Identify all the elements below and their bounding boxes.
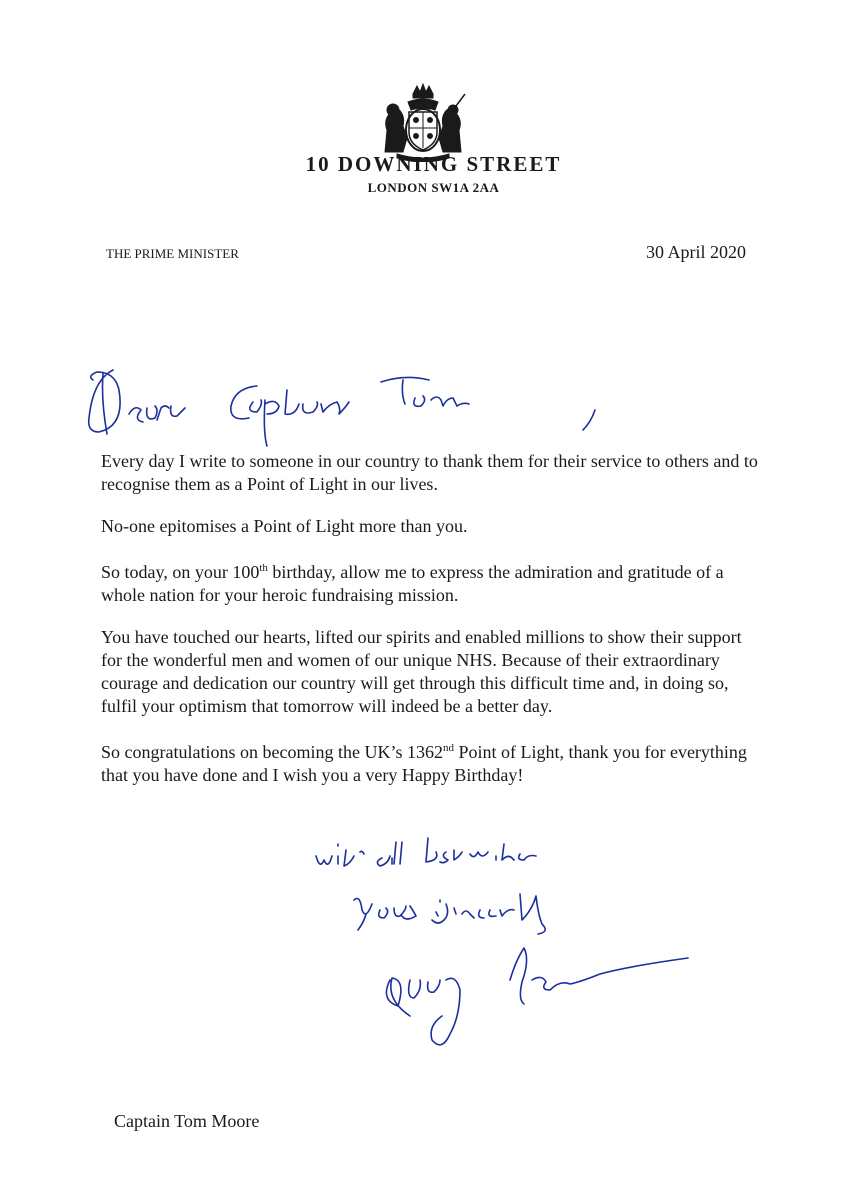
body-paragraph: Every day I write to someone in our country to thank them for their service to others and to recognise them as a Point of Light in our lives.	[101, 451, 758, 494]
royal-coat-of-arms-icon	[373, 82, 473, 162]
point-of-light-paragraph: So congratulations on becoming the UK’s 1362nd Point of Light, thank you for everything that you have done and I wish you a very Happy Birthday!	[101, 742, 747, 785]
birthday-paragraph: So today, on your 100th birthday, allow me to express the admiration and gratitude of a whole nation for your heroic fundraising mission.	[101, 562, 724, 605]
recipient-name: Captain Tom Moore	[114, 1111, 260, 1131]
body-paragraph: No-one epitomises a Point of Light more than you.	[101, 516, 468, 536]
handwritten-salutation	[85, 360, 605, 450]
body-paragraph: You have touched our hearts, lifted our spirits and enabled millions to show their support for the wonderful men and women of our unique NHS. Because of their extraordinary courage and dedication our country will get through this difficult time and, in doing so, fulfil your optimism that tomorrow will indeed be a better day.	[101, 627, 742, 716]
letter-date: 30 April 2020	[645, 242, 746, 262]
address-street: 10 DOWNING STREET	[305, 152, 562, 176]
sender-title: THE PRIME MINISTER	[106, 246, 239, 261]
letter-body	[101, 450, 761, 806]
address-city-postcode: LONDON SW1A 2AA	[367, 180, 500, 195]
handwritten-closing-and-signature	[310, 830, 700, 1070]
